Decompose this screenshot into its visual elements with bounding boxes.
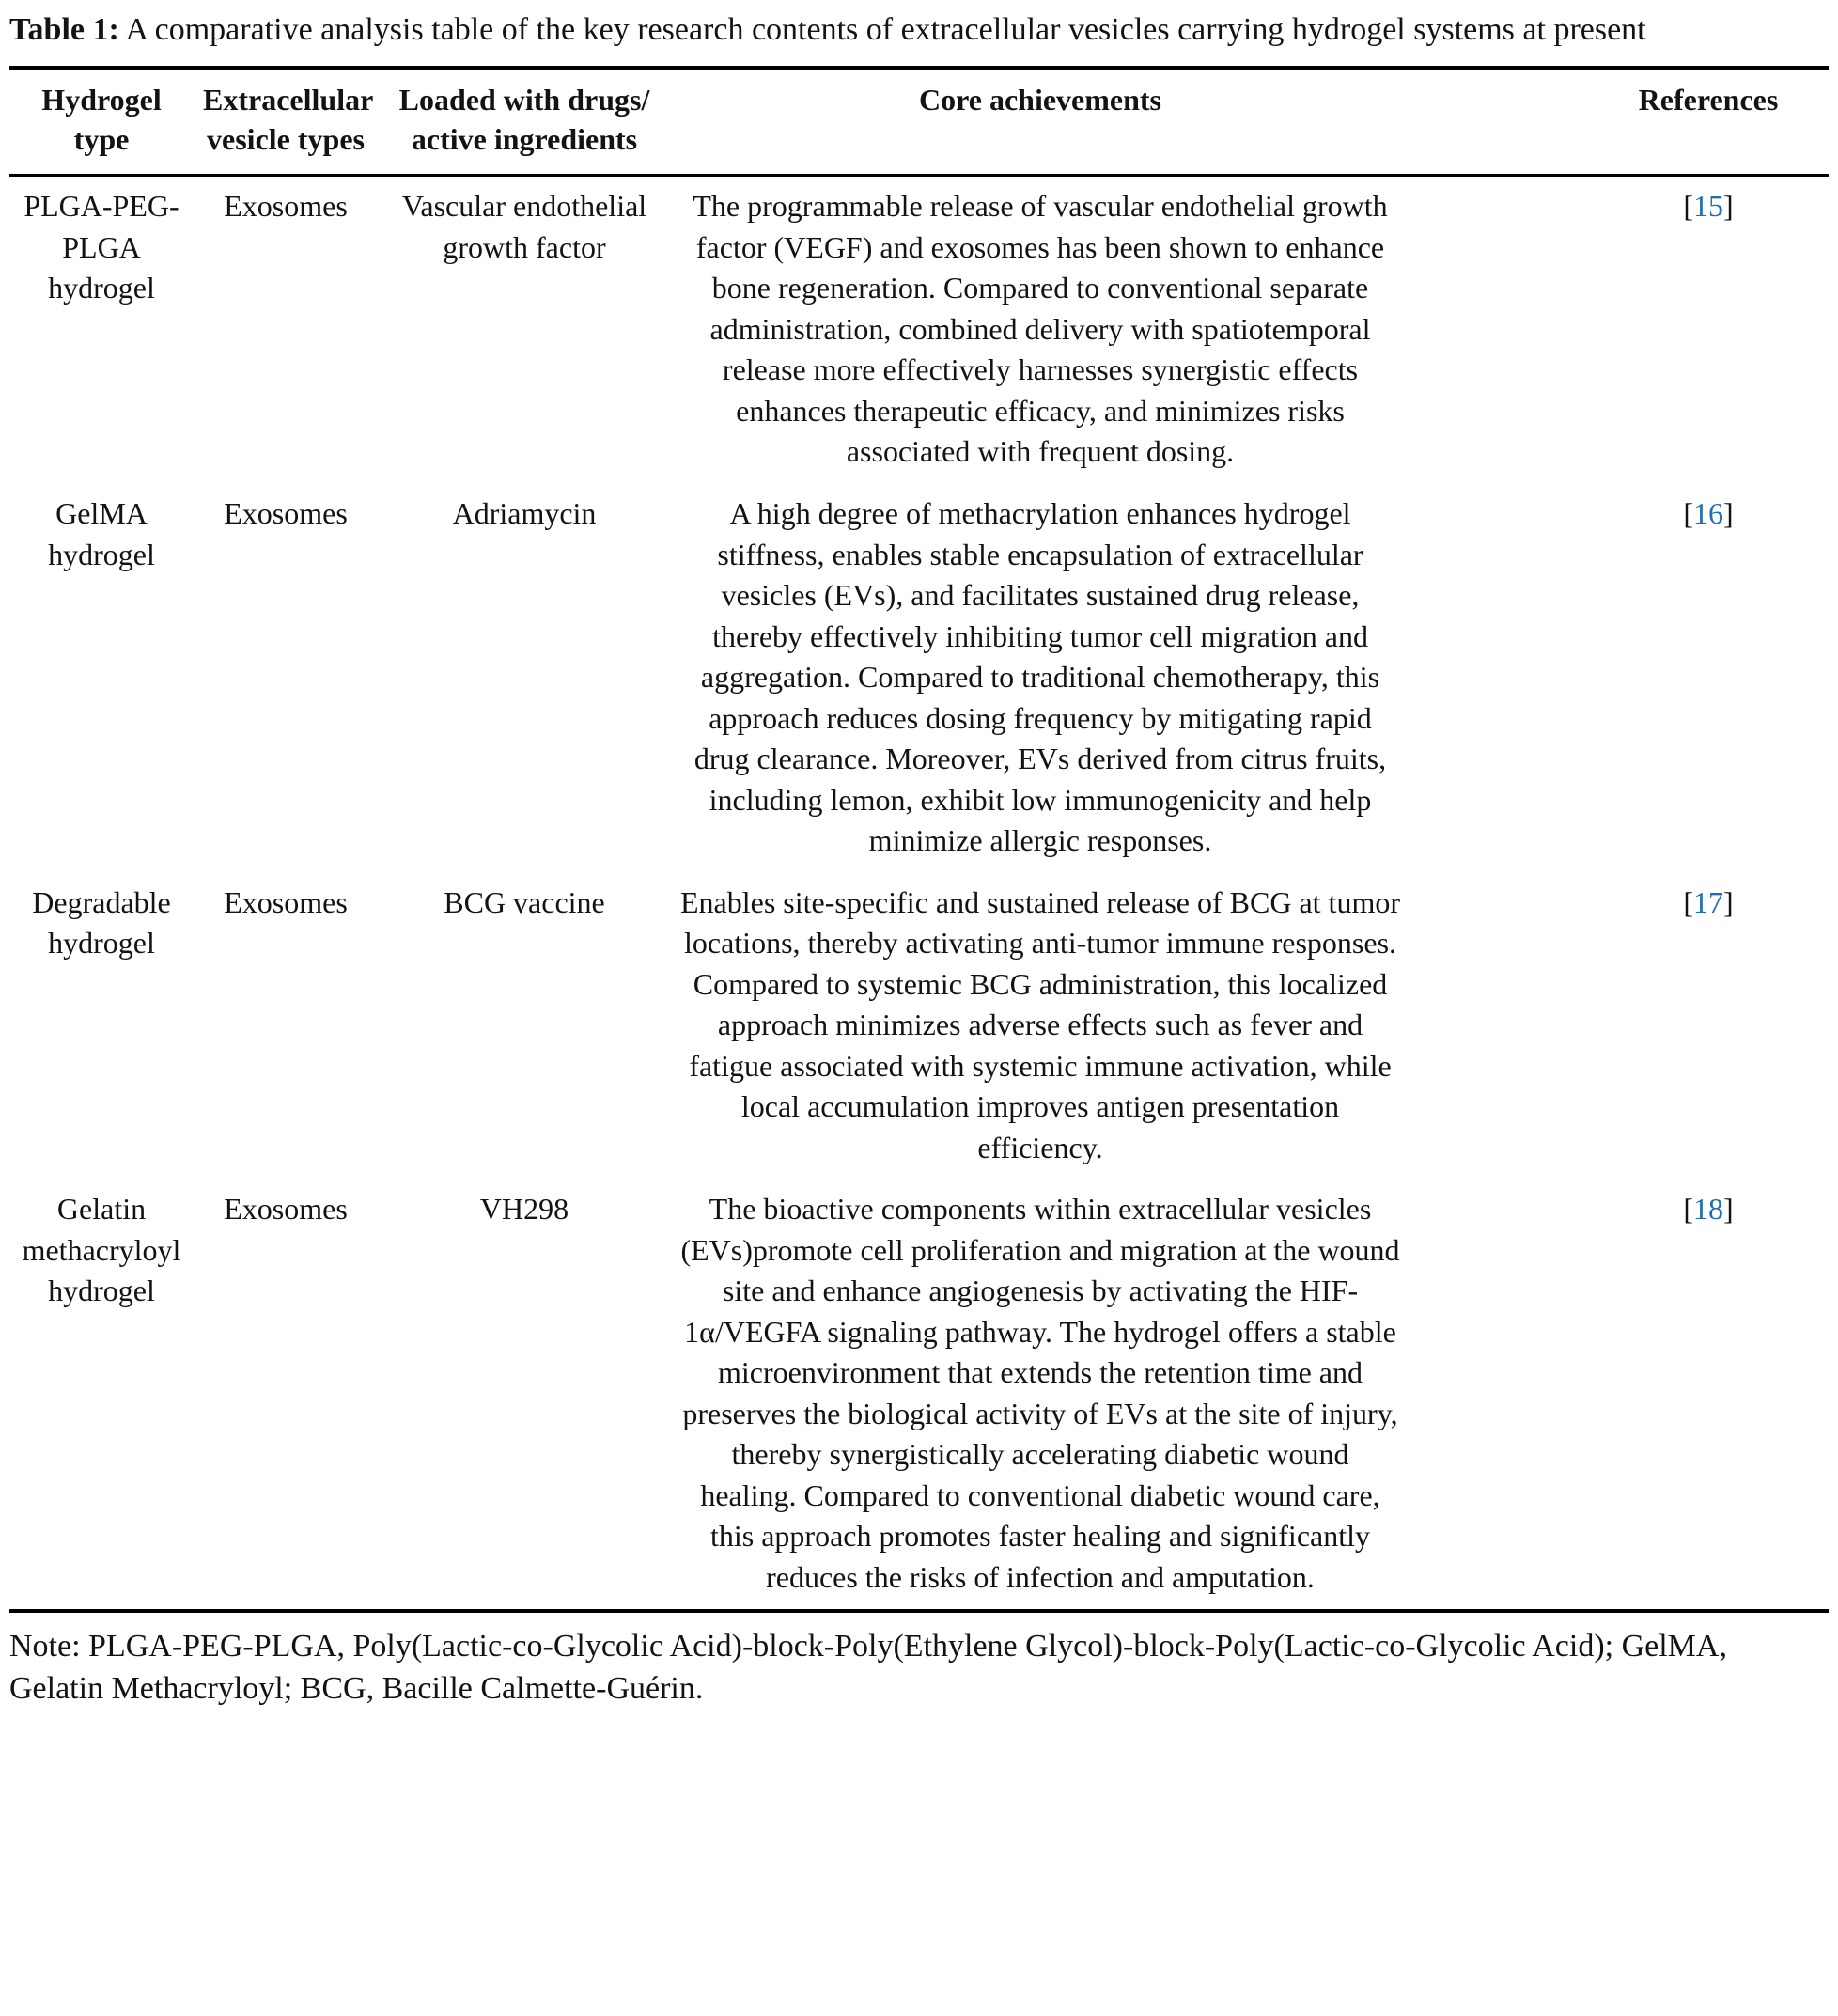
cell-hydrogel-type: Gelatin methacryloyl hydrogel — [22, 1192, 181, 1308]
cell-drug: BCG vaccine — [444, 884, 605, 919]
cell-hydrogel-type: PLGA-PEG-PLGA hydrogel — [23, 189, 179, 305]
table-note: Note: PLGA-PEG-PLGA, Poly(Lactic-co-Glycolic Acid)-block-Poly(Ethylene Glycol)-block-Poly(Lactic-co-Glycolic Acid); GelMA, Gelatin Methacryloyl; BCG, Bacille Calmette-Guérin. — [9, 1629, 1727, 1707]
cell-core-achievements: The bioactive components within extracellular vesicles (EVs)promote cell proliferation and migration at the wound site and enhance angiogenesis by activating the HIF-1α/VEGFA signaling pathway. The hydrogel offers a stable microenvironment that extends the retention time and preserves the biological activity of EVs at the site of injury, thereby synergistically accelerating diabetic wound healing. Compared to conventional diabetic wound care, this approach promotes faster healing and significantly reduces the risks of infection and amputation. — [680, 1192, 1400, 1594]
cell-reference — [1588, 176, 1829, 484]
cell-vesicle-type: Exosomes — [224, 884, 348, 919]
table-row — [9, 873, 1829, 1180]
table-row — [9, 176, 1829, 484]
reference-link[interactable]: 16 — [1693, 495, 1723, 530]
cell-drug: Vascular endothelial growth factor — [401, 189, 647, 264]
cell-vesicle-type: Exosomes — [224, 1192, 348, 1227]
reference-link[interactable]: 17 — [1693, 884, 1723, 919]
cell-drug: Adriamycin — [452, 495, 597, 530]
cell-reference — [1588, 873, 1829, 1180]
cell-vesicle-type: Exosomes — [224, 189, 348, 224]
column-header-vesicle-types: Extracellular vesicle types — [194, 68, 378, 176]
caption-text: A comparative analysis table of the key research contents of extracellular vesicles carrying hydrogel systems at present — [125, 12, 1646, 47]
column-header-core-achievements: Core achievements — [671, 68, 1588, 176]
cell-reference — [1588, 484, 1829, 873]
table-caption — [9, 9, 1829, 51]
cell-reference — [1588, 1180, 1829, 1611]
comparison-table — [9, 66, 1829, 1613]
cell-core-achievements: A high degree of methacrylation enhances hydrogel stiffness, enables stable encapsulation of extracellular vesicles (EVs), and facilitates sustained drug release, thereby effectively inhibiting tumor cell migration and aggregation. Compared to traditional chemotherapy, this approach reduces dosing frequency by mitigating rapid drug clearance. Moreover, EVs derived from citrus fruits, including lemon, exhibit low immunogenicity and help minimize allergic responses. — [693, 495, 1387, 858]
table-row — [9, 484, 1829, 873]
column-header-hydrogel-type: Hydrogel type — [9, 68, 194, 176]
reference-bracket-close: ] — [1723, 1192, 1734, 1227]
table-row — [9, 1180, 1829, 1611]
column-header-drugs: Loaded with drugs/ active ingredients — [378, 68, 671, 176]
reference-bracket-close: ] — [1723, 495, 1734, 530]
cell-drug: VH298 — [479, 1192, 569, 1227]
reference-bracket-close: ] — [1723, 884, 1734, 919]
reference-link[interactable]: 15 — [1693, 189, 1723, 224]
cell-vesicle-type: Exosomes — [224, 495, 348, 530]
reference-bracket-close: ] — [1723, 189, 1734, 224]
reference-link[interactable]: 18 — [1693, 1192, 1723, 1227]
reference-bracket-open: [ — [1683, 884, 1693, 919]
reference-bracket-open: [ — [1683, 1192, 1693, 1227]
cell-core-achievements: The programmable release of vascular endothelial growth factor (VEGF) and exosomes has been shown to enhance bone regeneration. Compared to conventional separate administration, combined delivery with spatiotemporal release more effectively harnesses synergistic effects enhances therapeutic efficacy, and minimizes risks associated with frequent dosing. — [693, 189, 1388, 469]
reference-bracket-open: [ — [1683, 189, 1693, 224]
caption-label: Table 1: — [9, 12, 119, 47]
cell-hydrogel-type: Degradable hydrogel — [32, 884, 171, 961]
cell-hydrogel-type: GelMA hydrogel — [48, 495, 155, 571]
column-header-references: References — [1588, 68, 1829, 176]
header-row — [9, 68, 1829, 176]
cell-core-achievements: Enables site-specific and sustained release of BCG at tumor locations, thereby activating anti-tumor immune responses. Compared to systemic BCG administration, this localized approach minimizes adverse effects such as fever and fatigue associated with systemic immune activation, while local accumulation improves antigen presentation efficiency. — [680, 884, 1400, 1164]
reference-bracket-open: [ — [1683, 495, 1693, 530]
